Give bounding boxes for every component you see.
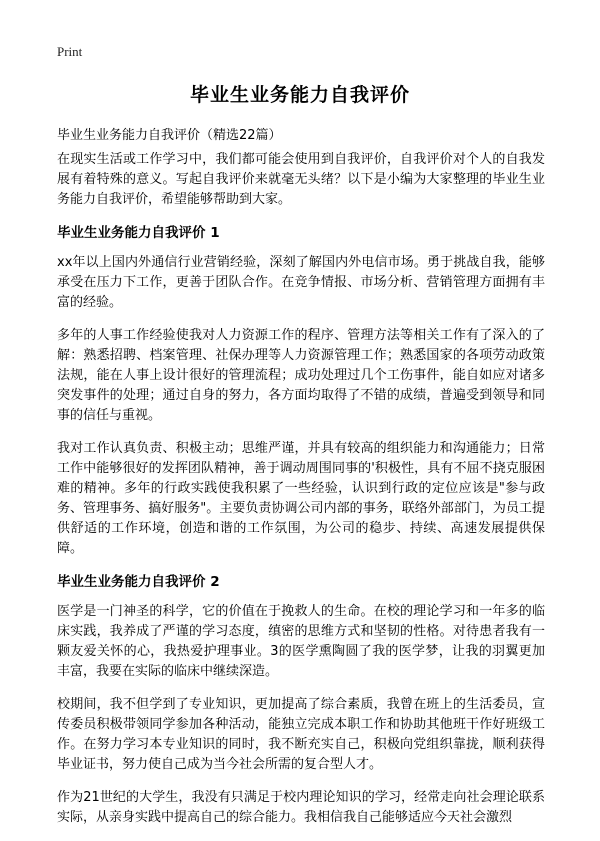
section-2-paragraph-3: 作为21世纪的大学生，我没有只满足于校内理论知识的学习，经常走向社会理论联系实际，从亲身实践中提高自己的综合能力。我相信我自己能够适应今天社会激烈 bbox=[57, 790, 545, 825]
document-title: 毕业生业务能力自我评价 bbox=[189, 84, 410, 106]
section-heading-1: 毕业生业务能力自我评价 1 bbox=[57, 225, 220, 241]
document-subtitle: 毕业生业务能力自我评价（精选22篇） bbox=[57, 128, 282, 143]
intro-paragraph: 在现实生活或工作学习中，我们都可能会使用到自我评价，自我评价对个人的自我发展有着特殊的意义。写起自我评价来就毫无头绪？以下是小编为大家整理的毕业生业务能力自我评价，希望能够帮助到大家。 bbox=[57, 152, 545, 207]
section-1-paragraph-3: 我对工作认真负责、积极主动；思维严谨，并具有较高的组织能力和沟通能力；日常工作中能够很好的发挥团队精神，善于调动周围同事的'积极性，具有不屈不挠克服困难的精神。多年的行政实践使我积累了一些经验，认识到行政的定位应该是"参与政务、管理事务、搞好服务"。主要负责协调公司内部的事务，联络外部部门，为员工提供舒适的工作环境，创造和谐的工作氛围，为公司的稳步、持续、高速发展提供保障。 bbox=[57, 441, 545, 556]
section-1-paragraph-1: xx年以上国内外通信行业营销经验，深刻了解国内外电信市场。勇于挑战自我，能够承受在压力下工作，更善于团队合作。在竞争情报、市场分析、营销管理方面拥有丰富的经验。 bbox=[57, 255, 545, 310]
print-label[interactable]: Print bbox=[57, 44, 83, 59]
section-2-paragraph-1: 医学是一门神圣的科学，它的价值在于挽救人的生命。在校的理论学习和一年多的临床实践，我养成了严谨的学习态度，缜密的思维方式和坚韧的性格。对待患者我有一颗友爱关怀的心，我热爱护理事业。3的医学熏陶圆了我的医学梦，让我的羽翼更加丰富，我要在实际的临床中继续深造。 bbox=[57, 604, 545, 679]
document-body bbox=[57, 150, 545, 841]
section-heading-2: 毕业生业务能力自我评价 2 bbox=[57, 574, 220, 590]
section-2-paragraph-2: 校期间，我不但学到了专业知识，更加提高了综合素质，我曾在班上的生活委员，宣传委员积极带领同学参加各种活动，能独立完成本职工作和协助其他班干作好班级工作。在努力学习本专业知识的同时，我不断充实自己，积极向党组织靠拢，顺利获得毕业证书，努力使自己成为当今社会所需的复合型人才。 bbox=[57, 697, 545, 772]
section-1-paragraph-2: 多年的人事工作经验使我对人力资源工作的程序、管理方法等相关工作有了深入的了解：熟悉招聘、档案管理、社保办理等人力资源管理工作；熟悉国家的各项劳动政策法规，能在人事上设计很好的管理流程；成功处理过几个工伤事件，能自如应对诸多突发事件的处理；通过自身的努力，各方面均取得了不错的成绩，普遍受到领导和同事的信任与重视。 bbox=[57, 328, 545, 423]
